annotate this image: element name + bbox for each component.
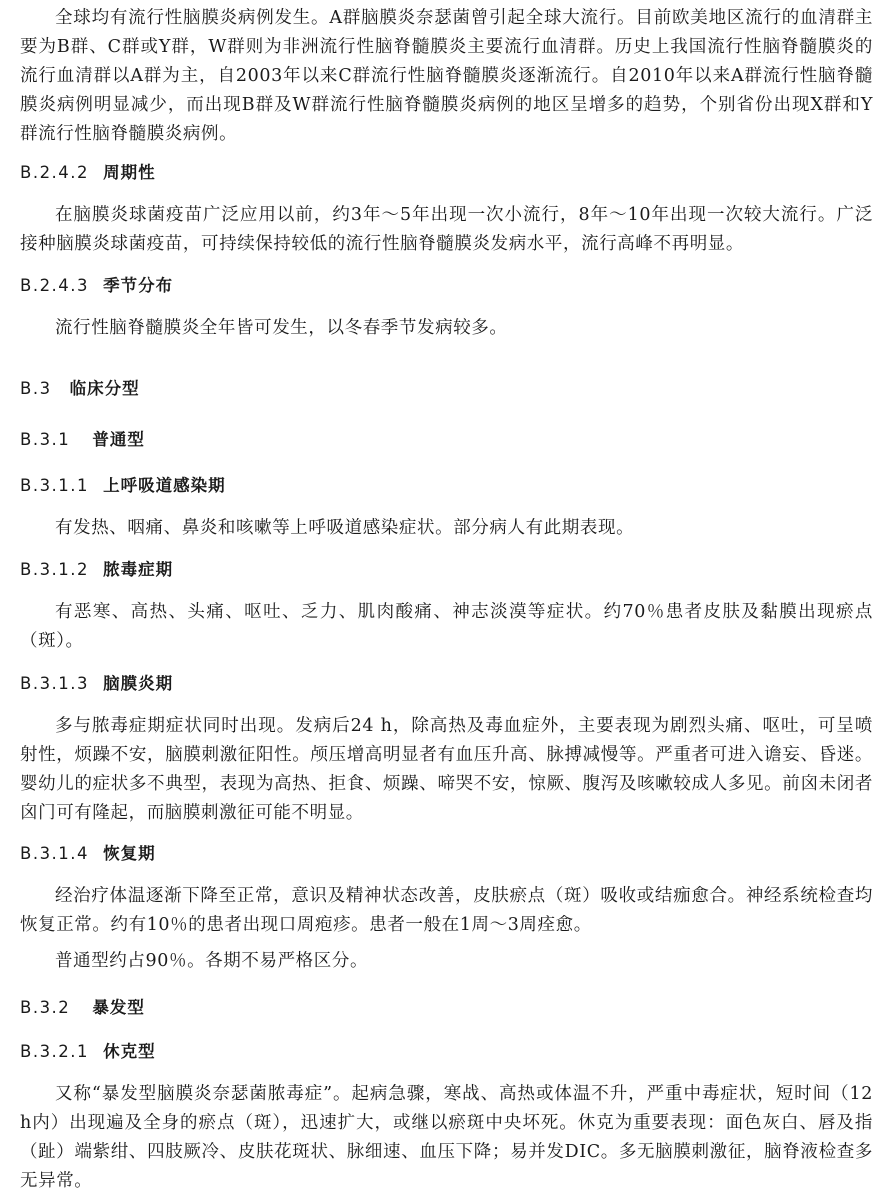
- section-b321-body: [20, 1080, 873, 1196]
- heading-b313: [20, 672, 873, 696]
- heading-title: 休克型: [103, 1042, 156, 1061]
- heading-title: 脑膜炎期: [103, 674, 174, 693]
- heading-number: B.3.1.3: [20, 674, 90, 693]
- paragraph-shock-type: 又称“暴发型脑膜炎奈瑟菌脓毒症”。起病急骤，寒战、高热或体温不升，严重中毒症状，短时间（12 h内）出现遍及全身的瘀点（斑），迅速扩大，或继以瘀斑中央坏死。休克为重要表现：面色灰白、唇及指（趾）端紫绀、四肢厥冷、皮肤花斑状、脉细速、血压下降；易并发DIC。多无脑膜刺激征，脑脊液检查多无异常。: [20, 1084, 873, 1191]
- paragraph-meningitis-phase: 多与脓毒症期症状同时出现。发病后24 h，除高热及毒血症外，主要表现为剧烈头痛、呕吐，可呈喷射性，烦躁不安，脑膜刺激征阳性。颅压增高明显者有血压升高、脉搏减慢等。严重者可进入谵妄、昏迷。婴幼儿的症状多不典型，表现为高热、拒食、烦躁、啼哭不安，惊厥、腹泻及咳嗽较成人多见。前囟未闭者囟门可有隆起，而脑膜刺激征可能不明显。: [20, 716, 873, 823]
- heading-b32: [20, 996, 873, 1020]
- heading-number: B.3.2.1: [20, 1042, 90, 1061]
- paragraph-seasonal-distribution: 流行性脑脊髓膜炎全年皆可发生，以冬春季节发病较多。: [55, 318, 508, 338]
- heading-b311: [20, 474, 873, 498]
- paragraph-group-distribution: 全球均有流行性脑膜炎病例发生。A群脑膜炎奈瑟菌曾引起全球大流行。目前欧美地区流行的血清群主要为B群、C群或Y群，W群则为非洲流行性脑脊髓膜炎主要流行血清群。历史上我国流行性脑脊髓膜炎的流行血清群以A群为主，自2003年以来C群流行性脑脊髓膜炎逐渐流行。自2010年以来A群流行性脑脊髓膜炎病例明显减少，而出现B群及W群流行性脑脊髓膜炎病例的地区呈增多的趋势，个别省份出现X群和Y群流行性脑脊髓膜炎病例。: [20, 8, 873, 144]
- heading-number: B.3.1.2: [20, 560, 90, 579]
- heading-title: 临床分型: [69, 379, 140, 398]
- section-b242-body: [20, 201, 873, 259]
- paragraph-recovery-phase: 经治疗体温逐渐下降至正常，意识及精神状态改善，皮肤瘀点（斑）吸收或结痂愈合。神经系统检查均恢复正常。约有10％的患者出现口周疱疹。患者一般在1周～3周痊愈。: [20, 886, 873, 935]
- heading-number: B.3.2: [20, 998, 71, 1017]
- section-b243-body: [20, 314, 873, 343]
- paragraph-periodicity: 在脑膜炎球菌疫苗广泛应用以前，约3年～5年出现一次小流行，8年～10年出现一次较大流行。广泛接种脑膜炎球菌疫苗，可持续保持较低的流行性脑脊髓膜炎发病水平，流行高峰不再明显。: [20, 205, 873, 254]
- heading-title: 周期性: [103, 163, 156, 182]
- heading-b243: [20, 274, 873, 298]
- heading-b242: [20, 161, 873, 185]
- heading-b3: [20, 377, 873, 401]
- section-b313-body: [20, 712, 873, 828]
- heading-title: 恢复期: [103, 844, 156, 863]
- heading-b31: [20, 428, 873, 452]
- heading-number: B.3.1.1: [20, 476, 90, 495]
- section-b314-body: [20, 882, 873, 976]
- heading-title: 暴发型: [92, 998, 145, 1017]
- heading-b314: [20, 842, 873, 866]
- heading-number: B.3.1.4: [20, 844, 90, 863]
- heading-title: 脓毒症期: [103, 560, 174, 579]
- heading-title: 上呼吸道感染期: [103, 476, 226, 495]
- heading-number: B.2.4.2: [20, 163, 90, 182]
- section-b311-body: [20, 514, 873, 543]
- heading-b312: [20, 558, 873, 582]
- paragraph-sepsis-phase: 有恶寒、高热、头痛、呕吐、乏力、肌肉酸痛、神志淡漠等症状。约70％患者皮肤及黏膜出现瘀点（斑）。: [20, 602, 873, 651]
- paragraph-common-type-note: 普通型约占90％。各期不易严格区分。: [55, 951, 369, 971]
- section-b241-body: [20, 4, 873, 149]
- heading-title: 普通型: [92, 430, 145, 449]
- paragraph-upper-respiratory: 有发热、咽痛、鼻炎和咳嗽等上呼吸道感染症状。部分病人有此期表现。: [55, 518, 635, 538]
- heading-title: 季节分布: [103, 276, 174, 295]
- heading-number: B.3: [20, 379, 52, 398]
- heading-number: B.3.1: [20, 430, 71, 449]
- section-b312-body: [20, 598, 873, 656]
- heading-b321: [20, 1040, 873, 1064]
- heading-number: B.2.4.3: [20, 276, 90, 295]
